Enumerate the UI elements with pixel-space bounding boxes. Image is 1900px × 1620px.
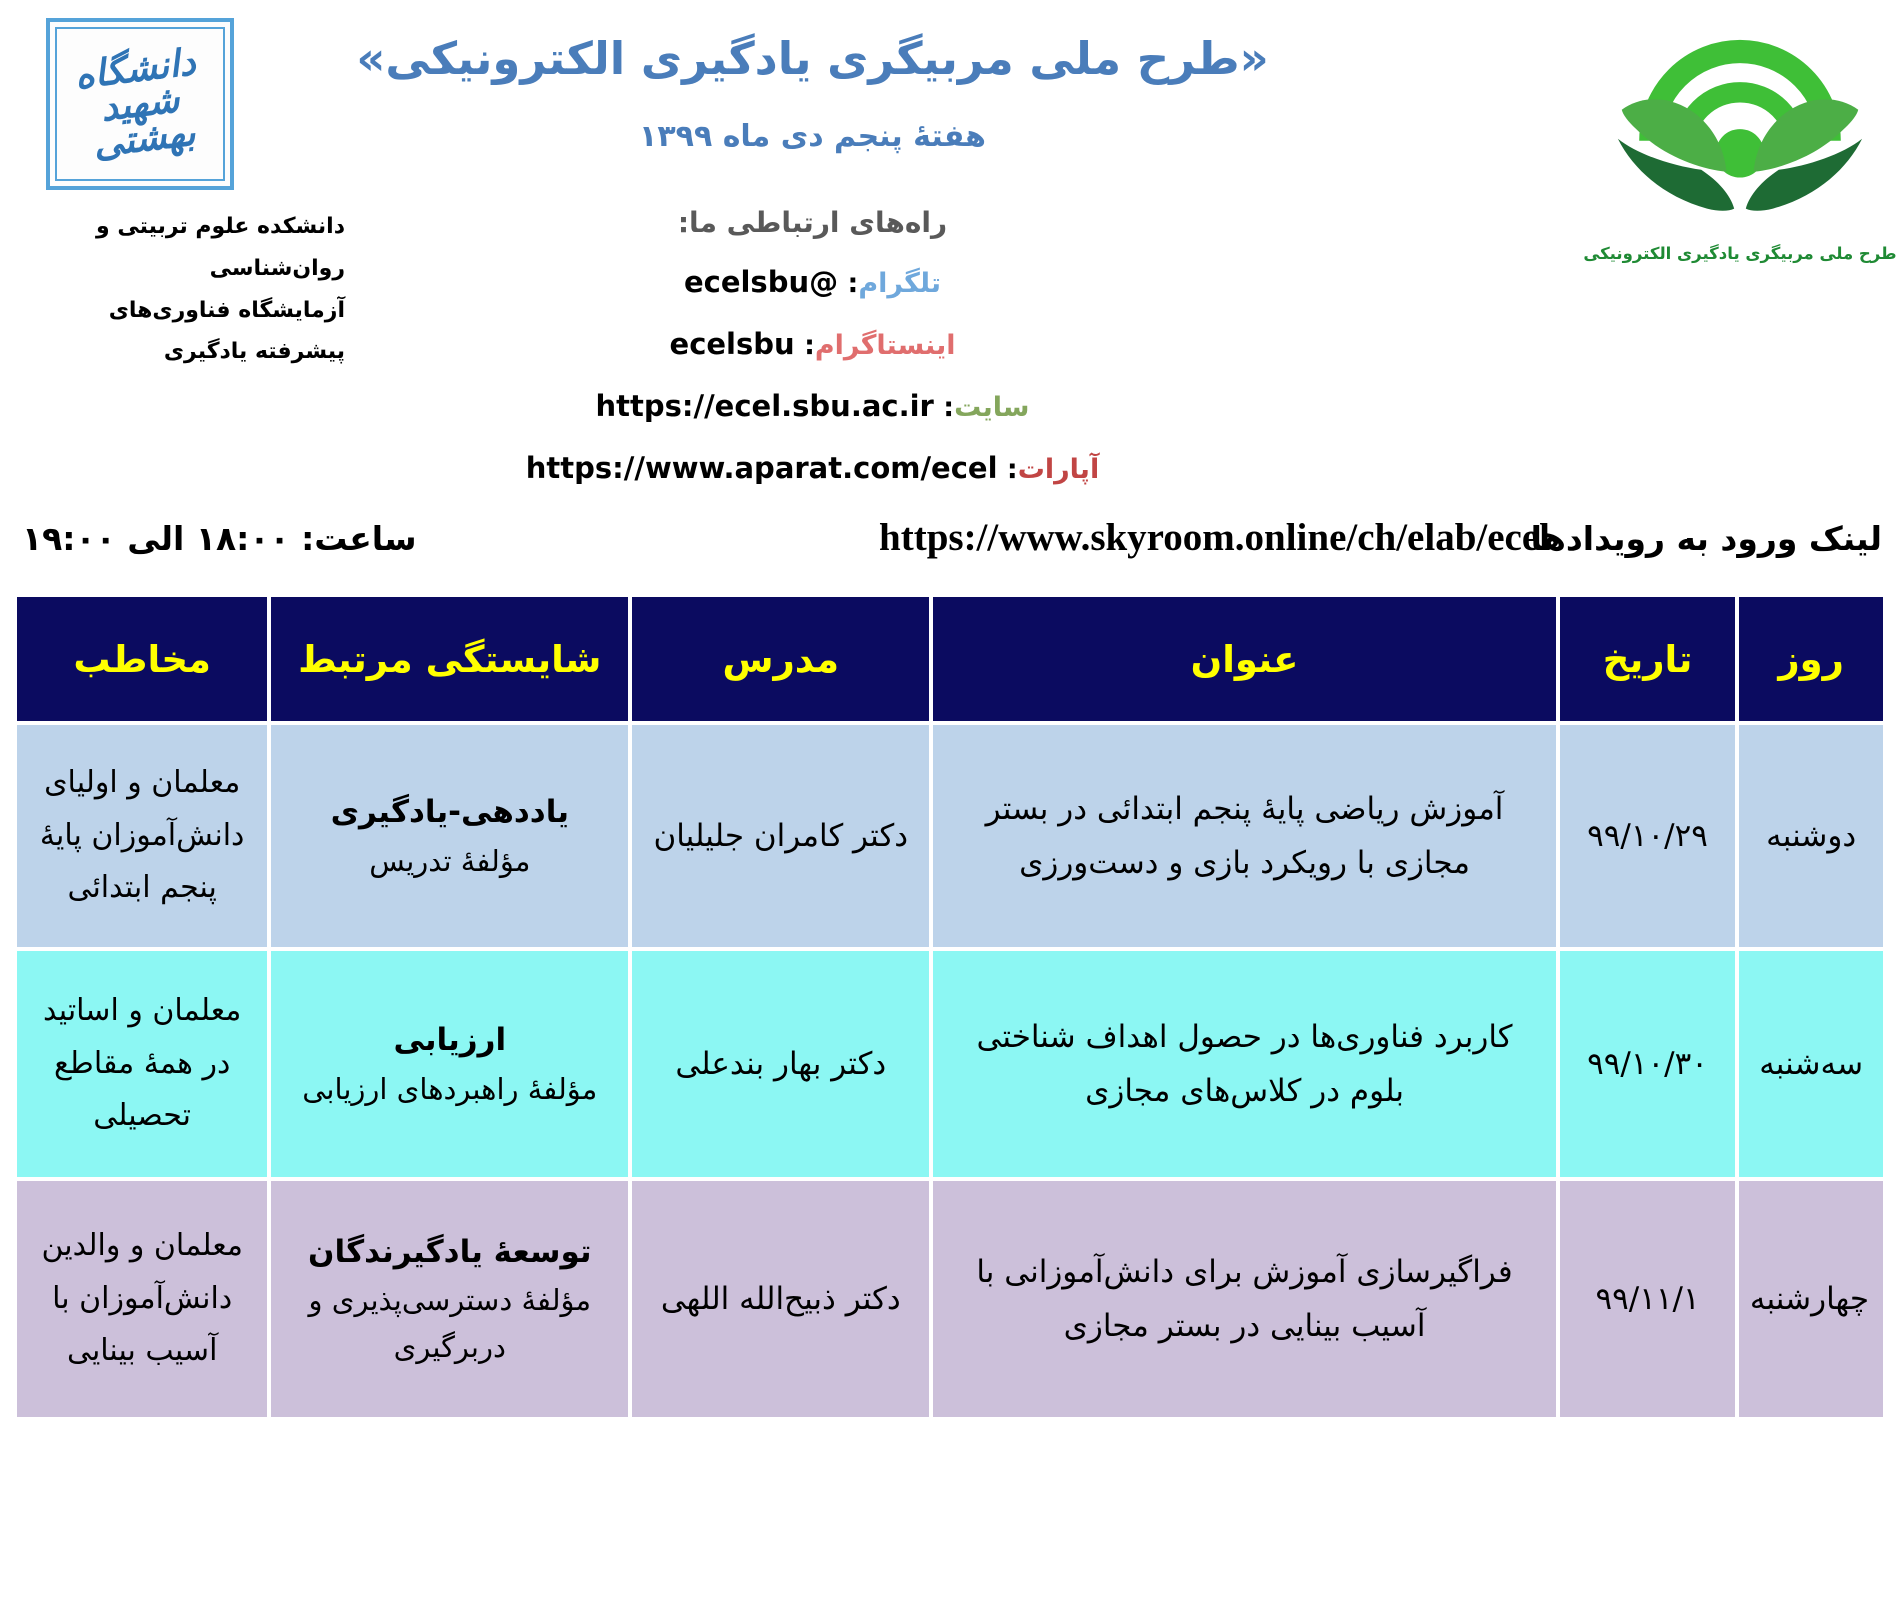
competency-cell <box>269 949 630 1179</box>
instagram-line: اینستاگرام: ecelsbu <box>669 327 956 361</box>
university-block <box>0 18 345 373</box>
aparat-label: آپارات <box>1017 454 1100 485</box>
audience-cell: معلمان و والدین دانش‌آموزان با آسیب بینایی <box>15 1179 269 1419</box>
events-link-row <box>0 516 1900 579</box>
title-cell: آموزش ریاضی پایۀ پنجم ابتدائی در بستر مجازی با رویکرد بازی و دست‌ورزی <box>931 723 1557 949</box>
telegram-line: تلگرام: @ecelsbu <box>683 265 942 299</box>
lab-name: آزمایشگاه فناوری‌های پیشرفته یادگیری <box>108 297 345 365</box>
events-link-label: لینک ورود به رویدادها <box>1530 519 1882 558</box>
day-cell: چهارشنبه <box>1737 1179 1885 1419</box>
skyroom-url[interactable]: https://www.skyroom.online/ch/elab/ecel <box>879 516 1550 559</box>
page-subtitle: هفتۀ پنجم دی ماه ۱۳۹۹ <box>639 119 986 154</box>
column-header-day: روز <box>1737 595 1885 723</box>
column-header-title: عنوان <box>931 595 1557 723</box>
date-cell: ۹۹/۱۰/۲۹ <box>1558 723 1738 949</box>
university-logo <box>46 18 234 190</box>
date-cell: ۹۹/۱۰/۳۰ <box>1558 949 1738 1179</box>
title-cell: فراگیرسازی آموزش برای دانش‌آموزانی با آسیب بینایی در بستر مجازی <box>931 1179 1557 1419</box>
column-header-competency: شایستگی مرتبط <box>269 595 630 723</box>
program-logo-block <box>1580 18 1900 263</box>
competency-cell <box>269 1179 630 1419</box>
contacts-heading: راه‌های ارتباطی ما: <box>677 206 948 239</box>
competency-detail: مؤلفۀ دسترسی‌پذیری و دربرگیری <box>308 1283 592 1364</box>
contact-channels <box>345 206 1280 485</box>
aparat-url[interactable]: https://www.aparat.com/ecel <box>525 451 998 485</box>
day-cell: دوشنبه <box>1737 723 1885 949</box>
column-header-date: تاریخ <box>1558 595 1738 723</box>
table-row <box>15 949 1885 1179</box>
aparat-line: آپارات: https://www.aparat.com/ecel <box>525 451 1100 485</box>
program-logo-icon <box>1614 26 1866 238</box>
competency-cell <box>269 723 630 949</box>
title-cell: کاربرد فناوری‌ها در حصول اهداف شناختی بلوم در کلاس‌های مجازی <box>931 949 1557 1179</box>
page-header <box>0 0 1900 513</box>
date-cell: ۹۹/۱۱/۱ <box>1558 1179 1738 1419</box>
audience-cell: معلمان و اولیای دانش‌آموزان پایۀ پنجم ابتدائی <box>15 723 269 949</box>
instructor-cell: دکتر کامران جلیلیان <box>630 723 931 949</box>
program-logo-caption: طرح ملی مربیگری یادگیری الکترونیکی <box>1583 244 1897 263</box>
session-time: ساعت: ۱۸:۰۰ الی ۱۹:۰۰ <box>22 519 417 558</box>
table-row <box>15 723 1885 949</box>
column-header-audience: مخاطب <box>15 595 269 723</box>
website-label: سایت <box>954 392 1030 423</box>
instagram-handle[interactable]: ecelsbu <box>669 327 795 361</box>
table-header-row <box>15 595 1885 723</box>
competency-name: یاددهی-یادگیری <box>330 794 569 830</box>
faculty-name: دانشکده علوم تربیتی و روان‌شناسی <box>96 214 345 281</box>
faculty-lines <box>18 206 345 373</box>
university-logo-frame <box>55 27 225 181</box>
instructor-cell: دکتر ذبیح‌الله اللهی <box>630 1179 931 1419</box>
competency-name: ارزیابی <box>393 1022 507 1058</box>
university-logo-calligraphy: دانشگاه شهید بهشتی <box>72 40 198 167</box>
competency-name: توسعۀ یادگیرندگان <box>308 1233 592 1270</box>
competency-detail: مؤلفۀ تدریس <box>369 843 531 878</box>
title-and-contacts <box>345 18 1580 513</box>
website-url[interactable]: https://ecel.sbu.ac.ir <box>595 389 934 423</box>
day-cell: سه‌شنبه <box>1737 949 1885 1179</box>
column-header-instructor: مدرس <box>630 595 931 723</box>
schedule-table <box>13 593 1887 1421</box>
audience-cell: معلمان و اساتید در همۀ مقاطع تحصیلی <box>15 949 269 1179</box>
page-title: «طرح ملی مربیگری یادگیری الکترونیکی» <box>356 32 1269 85</box>
website-line: سایت: https://ecel.sbu.ac.ir <box>595 389 1030 423</box>
instagram-label: اینستاگرام <box>814 330 956 361</box>
instructor-cell: دکتر بهار بندعلی <box>630 949 931 1179</box>
table-row <box>15 1179 1885 1419</box>
competency-detail: مؤلفۀ راهبردهای ارزیابی <box>302 1071 598 1106</box>
telegram-handle[interactable]: @ecelsbu <box>683 265 839 299</box>
telegram-label: تلگرام <box>858 268 942 299</box>
